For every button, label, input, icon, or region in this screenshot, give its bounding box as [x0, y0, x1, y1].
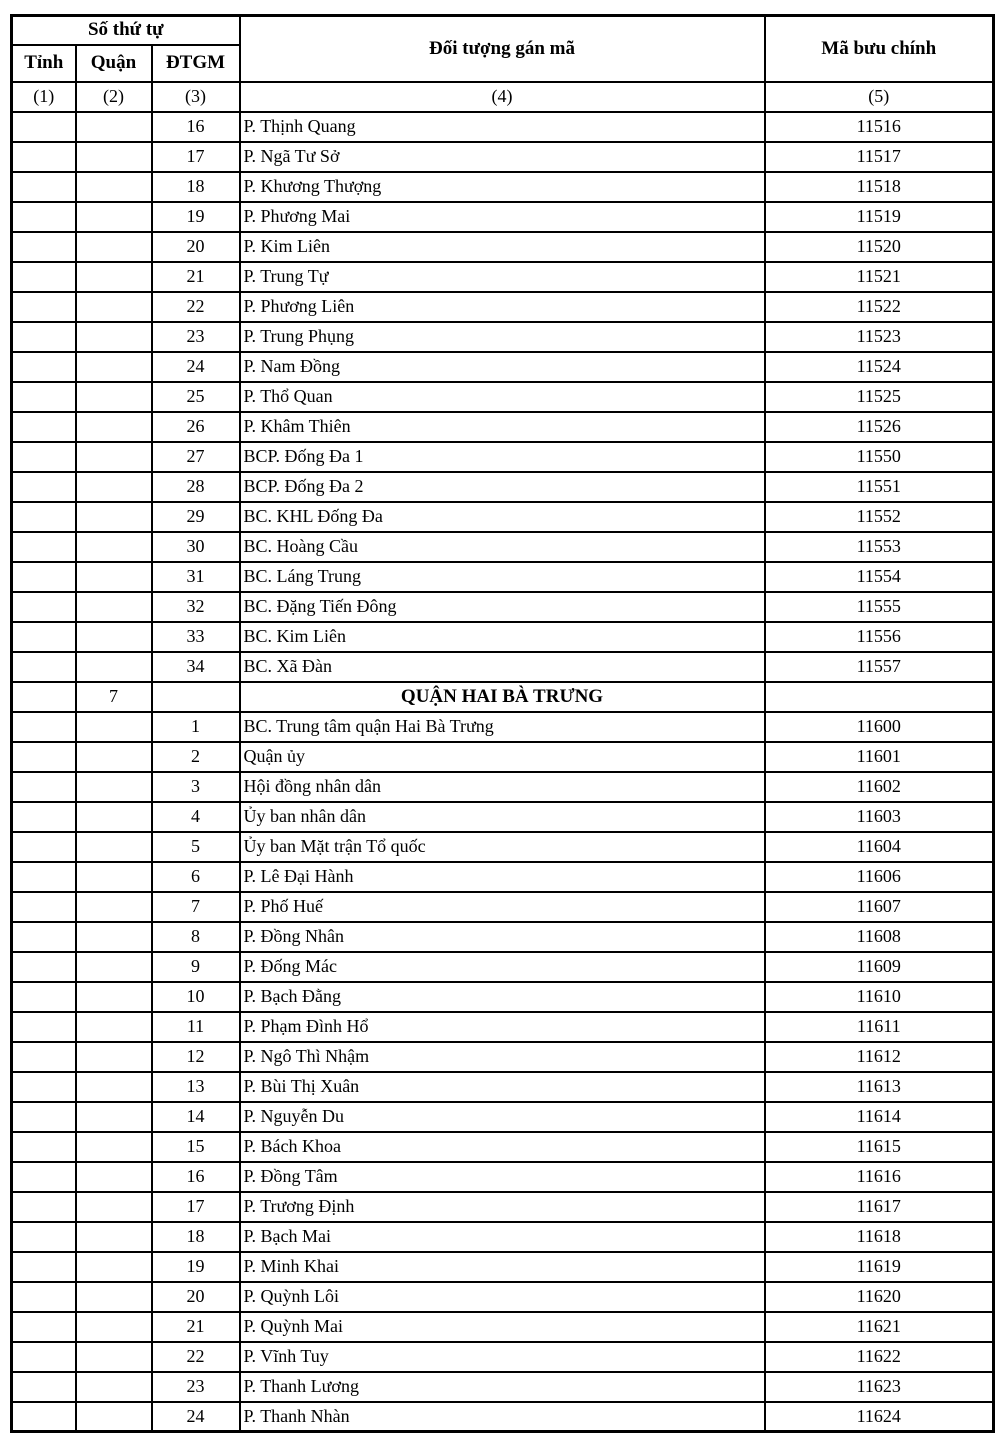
- cell-object-name: P. Quỳnh Lôi: [240, 1282, 765, 1312]
- cell-object-name: P. Kim Liên: [240, 232, 765, 262]
- cell-object-name: P. Bạch Đằng: [240, 982, 765, 1012]
- cell-district: [76, 202, 152, 232]
- column-index-1: (1): [12, 82, 76, 112]
- cell-district: [76, 892, 152, 922]
- cell-object-name: P. Lê Đại Hành: [240, 862, 765, 892]
- cell-district: [76, 592, 152, 622]
- cell-district: [76, 232, 152, 262]
- table-row: [12, 832, 994, 862]
- cell-object-name: P. Bùi Thị Xuân: [240, 1072, 765, 1102]
- cell-object-name: BC. Trung tâm quận Hai Bà Trưng: [240, 712, 765, 742]
- cell-object-name: P. Khâm Thiên: [240, 412, 765, 442]
- cell-province: [12, 592, 76, 622]
- cell-district: [76, 1252, 152, 1282]
- cell-province: [12, 712, 76, 742]
- cell-object-name: P. Ngô Thì Nhậm: [240, 1042, 765, 1072]
- cell-object-name: P. Trương Định: [240, 1192, 765, 1222]
- cell-postal-code: 11622: [765, 1342, 994, 1372]
- cell-province: [12, 1282, 76, 1312]
- cell-dtgm-number: 1: [152, 712, 240, 742]
- cell-district: [76, 712, 152, 742]
- cell-province: [12, 652, 76, 682]
- cell-postal-code: 11552: [765, 502, 994, 532]
- cell-object-name: P. Thổ Quan: [240, 382, 765, 412]
- cell-province: [12, 412, 76, 442]
- table-row: [12, 352, 994, 382]
- cell-postal-code: 11524: [765, 352, 994, 382]
- cell-dtgm-number: 18: [152, 172, 240, 202]
- cell-province: [12, 1342, 76, 1372]
- cell-postal-code: 11523: [765, 322, 994, 352]
- table-row: [12, 412, 994, 442]
- table-row: [12, 712, 994, 742]
- cell-dtgm-number: 20: [152, 232, 240, 262]
- cell-district: [76, 262, 152, 292]
- cell-dtgm-number: 9: [152, 952, 240, 982]
- cell-postal-code: 11604: [765, 832, 994, 862]
- cell-dtgm-number: 8: [152, 922, 240, 952]
- cell-district: [76, 382, 152, 412]
- cell-postal-code: 11619: [765, 1252, 994, 1282]
- cell-postal-code: 11551: [765, 472, 994, 502]
- cell-postal-code: 11518: [765, 172, 994, 202]
- cell-object-name: P. Minh Khai: [240, 1252, 765, 1282]
- cell-object-name: BC. Hoàng Cầu: [240, 532, 765, 562]
- cell-province: [12, 1222, 76, 1252]
- cell-object-name: P. Nam Đồng: [240, 352, 765, 382]
- cell-province: [12, 502, 76, 532]
- cell-province: [12, 832, 76, 862]
- cell-postal-code: 11609: [765, 952, 994, 982]
- cell-object-name: P. Thanh Nhàn: [240, 1402, 765, 1432]
- table-row: [12, 1102, 994, 1132]
- table-row: [12, 1192, 994, 1222]
- table-row: [12, 1342, 994, 1372]
- cell-object-name: P. Quỳnh Mai: [240, 1312, 765, 1342]
- cell-district: [76, 1162, 152, 1192]
- cell-dtgm-number: 25: [152, 382, 240, 412]
- cell-postal-code: 11517: [765, 142, 994, 172]
- cell-dtgm-number: 21: [152, 262, 240, 292]
- cell-province: [12, 142, 76, 172]
- table-row: [12, 1402, 994, 1432]
- cell-district: [76, 922, 152, 952]
- cell-postal-code: 11606: [765, 862, 994, 892]
- cell-dtgm-number: 18: [152, 1222, 240, 1252]
- table-row: [12, 322, 994, 352]
- cell-postal-code: 11613: [765, 1072, 994, 1102]
- cell-dtgm-number: 15: [152, 1132, 240, 1162]
- cell-dtgm-number: 33: [152, 622, 240, 652]
- cell-dtgm-number: 31: [152, 562, 240, 592]
- cell-postal-code: [765, 682, 994, 712]
- cell-province: [12, 622, 76, 652]
- cell-postal-code: 11620: [765, 1282, 994, 1312]
- cell-dtgm-number: 12: [152, 1042, 240, 1072]
- cell-district: [76, 442, 152, 472]
- cell-province: [12, 232, 76, 262]
- table-header: [12, 16, 994, 112]
- cell-object-name: P. Phạm Đình Hổ: [240, 1012, 765, 1042]
- cell-province: [12, 1072, 76, 1102]
- table-row: [12, 1282, 994, 1312]
- table-row: [12, 592, 994, 622]
- table-row: [12, 232, 994, 262]
- cell-district: [76, 1342, 152, 1372]
- table-row: [12, 1222, 994, 1252]
- cell-district: [76, 532, 152, 562]
- cell-object-name: Quận ủy: [240, 742, 765, 772]
- cell-district: [76, 412, 152, 442]
- table-body: [12, 112, 994, 1432]
- table-row: [12, 172, 994, 202]
- cell-object-name: P. Đồng Nhân: [240, 922, 765, 952]
- cell-province: [12, 1012, 76, 1042]
- cell-postal-code: 11525: [765, 382, 994, 412]
- cell-district: [76, 982, 152, 1012]
- cell-postal-code: 11612: [765, 1042, 994, 1072]
- cell-object-name: P. Phương Mai: [240, 202, 765, 232]
- cell-object-name: P. Bạch Mai: [240, 1222, 765, 1252]
- table-row: [12, 652, 994, 682]
- cell-object-name: QUẬN HAI BÀ TRƯNG: [240, 682, 765, 712]
- table-row: [12, 742, 994, 772]
- cell-province: [12, 772, 76, 802]
- cell-dtgm-number: 16: [152, 1162, 240, 1192]
- cell-dtgm-number: 19: [152, 202, 240, 232]
- cell-province: [12, 1102, 76, 1132]
- cell-province: [12, 1192, 76, 1222]
- cell-object-name: BC. Kim Liên: [240, 622, 765, 652]
- cell-object-name: P. Nguyễn Du: [240, 1102, 765, 1132]
- header-postal-code-column: Mã bưu chính: [765, 16, 994, 82]
- cell-district: [76, 562, 152, 592]
- column-index-5: (5): [765, 82, 994, 112]
- table-row: [12, 442, 994, 472]
- cell-dtgm-number: 23: [152, 322, 240, 352]
- cell-dtgm-number: 22: [152, 292, 240, 322]
- cell-object-name: P. Trung Phụng: [240, 322, 765, 352]
- cell-district: [76, 172, 152, 202]
- cell-dtgm-number: 26: [152, 412, 240, 442]
- cell-postal-code: 11621: [765, 1312, 994, 1342]
- table-row: [12, 772, 994, 802]
- table-row: [12, 142, 994, 172]
- cell-province: [12, 202, 76, 232]
- cell-district: [76, 472, 152, 502]
- cell-object-name: P. Phố Huế: [240, 892, 765, 922]
- cell-postal-code: 11617: [765, 1192, 994, 1222]
- cell-district: [76, 772, 152, 802]
- cell-dtgm-number: 6: [152, 862, 240, 892]
- cell-district: [76, 352, 152, 382]
- cell-province: [12, 892, 76, 922]
- table-row: [12, 202, 994, 232]
- cell-object-name: P. Thanh Lương: [240, 1372, 765, 1402]
- cell-district: [76, 1312, 152, 1342]
- cell-postal-code: 11603: [765, 802, 994, 832]
- column-index-2: (2): [76, 82, 152, 112]
- cell-province: [12, 352, 76, 382]
- cell-district: 7: [76, 682, 152, 712]
- cell-district: [76, 1132, 152, 1162]
- cell-object-name: BCP. Đống Đa 1: [240, 442, 765, 472]
- cell-postal-code: 11600: [765, 712, 994, 742]
- cell-district: [76, 502, 152, 532]
- cell-district: [76, 292, 152, 322]
- cell-district: [76, 142, 152, 172]
- table-row: [12, 1252, 994, 1282]
- postal-code-table: [10, 14, 995, 1433]
- cell-district: [76, 742, 152, 772]
- header-ordinal-group: Số thứ tự: [12, 16, 240, 45]
- cell-object-name: P. Đống Mác: [240, 952, 765, 982]
- cell-district: [76, 112, 152, 142]
- cell-dtgm-number: [152, 682, 240, 712]
- cell-postal-code: 11521: [765, 262, 994, 292]
- cell-district: [76, 322, 152, 352]
- cell-dtgm-number: 27: [152, 442, 240, 472]
- cell-postal-code: 11607: [765, 892, 994, 922]
- cell-dtgm-number: 19: [152, 1252, 240, 1282]
- cell-postal-code: 11520: [765, 232, 994, 262]
- cell-dtgm-number: 30: [152, 532, 240, 562]
- cell-district: [76, 1102, 152, 1132]
- cell-postal-code: 11555: [765, 592, 994, 622]
- cell-province: [12, 442, 76, 472]
- cell-dtgm-number: 4: [152, 802, 240, 832]
- cell-postal-code: 11553: [765, 532, 994, 562]
- cell-dtgm-number: 5: [152, 832, 240, 862]
- header-object-column: Đối tượng gán mã: [240, 16, 765, 82]
- cell-province: [12, 952, 76, 982]
- column-index-4: (4): [240, 82, 765, 112]
- cell-object-name: BC. Đặng Tiến Đông: [240, 592, 765, 622]
- cell-dtgm-number: 16: [152, 112, 240, 142]
- table-row: [12, 1312, 994, 1342]
- cell-district: [76, 1282, 152, 1312]
- cell-province: [12, 382, 76, 412]
- cell-dtgm-number: 23: [152, 1372, 240, 1402]
- table-row: [12, 562, 994, 592]
- table-row: [12, 532, 994, 562]
- cell-object-name: P. Bách Khoa: [240, 1132, 765, 1162]
- table-row: [12, 262, 994, 292]
- table-row: [12, 1042, 994, 1072]
- cell-postal-code: 11602: [765, 772, 994, 802]
- cell-district: [76, 1072, 152, 1102]
- cell-dtgm-number: 17: [152, 142, 240, 172]
- cell-dtgm-number: 3: [152, 772, 240, 802]
- table-row: [12, 952, 994, 982]
- cell-district: [76, 1012, 152, 1042]
- cell-province: [12, 472, 76, 502]
- cell-object-name: BC. KHL Đống Đa: [240, 502, 765, 532]
- cell-object-name: P. Trung Tự: [240, 262, 765, 292]
- cell-dtgm-number: 17: [152, 1192, 240, 1222]
- cell-dtgm-number: 2: [152, 742, 240, 772]
- cell-district: [76, 1222, 152, 1252]
- table-row: [12, 382, 994, 412]
- cell-object-name: P. Vĩnh Tuy: [240, 1342, 765, 1372]
- cell-province: [12, 1372, 76, 1402]
- table-row: [12, 862, 994, 892]
- cell-province: [12, 802, 76, 832]
- cell-postal-code: 11550: [765, 442, 994, 472]
- cell-postal-code: 11519: [765, 202, 994, 232]
- cell-postal-code: 11516: [765, 112, 994, 142]
- cell-dtgm-number: 10: [152, 982, 240, 1012]
- cell-district: [76, 622, 152, 652]
- cell-object-name: BC. Xã Đàn: [240, 652, 765, 682]
- cell-dtgm-number: 24: [152, 1402, 240, 1432]
- cell-province: [12, 1042, 76, 1072]
- header-province-column: Tỉnh: [12, 45, 76, 82]
- cell-object-name: P. Thịnh Quang: [240, 112, 765, 142]
- cell-province: [12, 172, 76, 202]
- cell-district: [76, 1372, 152, 1402]
- cell-province: [12, 862, 76, 892]
- cell-dtgm-number: 29: [152, 502, 240, 532]
- cell-province: [12, 532, 76, 562]
- cell-district: [76, 832, 152, 862]
- column-index-3: (3): [152, 82, 240, 112]
- table-row: [12, 1132, 994, 1162]
- section-header-row: [12, 682, 994, 712]
- cell-province: [12, 742, 76, 772]
- cell-dtgm-number: 34: [152, 652, 240, 682]
- cell-postal-code: 11610: [765, 982, 994, 1012]
- cell-postal-code: 11601: [765, 742, 994, 772]
- cell-province: [12, 112, 76, 142]
- cell-postal-code: 11616: [765, 1162, 994, 1192]
- cell-province: [12, 262, 76, 292]
- cell-province: [12, 292, 76, 322]
- cell-province: [12, 1132, 76, 1162]
- cell-object-name: BC. Láng Trung: [240, 562, 765, 592]
- cell-province: [12, 1162, 76, 1192]
- table-row: [12, 1372, 994, 1402]
- cell-postal-code: 11526: [765, 412, 994, 442]
- cell-province: [12, 322, 76, 352]
- cell-dtgm-number: 22: [152, 1342, 240, 1372]
- cell-dtgm-number: 20: [152, 1282, 240, 1312]
- cell-dtgm-number: 13: [152, 1072, 240, 1102]
- table-row: [12, 1072, 994, 1102]
- cell-postal-code: 11522: [765, 292, 994, 322]
- cell-dtgm-number: 21: [152, 1312, 240, 1342]
- cell-dtgm-number: 32: [152, 592, 240, 622]
- header-district-column: Quận: [76, 45, 152, 82]
- cell-dtgm-number: 28: [152, 472, 240, 502]
- cell-district: [76, 802, 152, 832]
- cell-dtgm-number: 14: [152, 1102, 240, 1132]
- table-row: [12, 982, 994, 1012]
- cell-province: [12, 1252, 76, 1282]
- cell-object-name: Ủy ban Mặt trận Tổ quốc: [240, 832, 765, 862]
- cell-postal-code: 11624: [765, 1402, 994, 1432]
- cell-dtgm-number: 7: [152, 892, 240, 922]
- cell-object-name: P. Phương Liên: [240, 292, 765, 322]
- cell-district: [76, 952, 152, 982]
- cell-object-name: P. Khương Thượng: [240, 172, 765, 202]
- cell-dtgm-number: 11: [152, 1012, 240, 1042]
- cell-province: [12, 982, 76, 1012]
- cell-province: [12, 922, 76, 952]
- table-row: [12, 1012, 994, 1042]
- table-row: [12, 1162, 994, 1192]
- cell-object-name: P. Ngã Tư Sở: [240, 142, 765, 172]
- cell-postal-code: 11618: [765, 1222, 994, 1252]
- cell-province: [12, 1402, 76, 1432]
- cell-postal-code: 11557: [765, 652, 994, 682]
- cell-district: [76, 1192, 152, 1222]
- cell-district: [76, 862, 152, 892]
- cell-postal-code: 11556: [765, 622, 994, 652]
- table-row: [12, 802, 994, 832]
- cell-postal-code: 11554: [765, 562, 994, 592]
- cell-district: [76, 1402, 152, 1432]
- cell-postal-code: 11614: [765, 1102, 994, 1132]
- cell-province: [12, 1312, 76, 1342]
- cell-object-name: P. Đồng Tâm: [240, 1162, 765, 1192]
- cell-postal-code: 11608: [765, 922, 994, 952]
- cell-object-name: Hội đồng nhân dân: [240, 772, 765, 802]
- cell-district: [76, 652, 152, 682]
- cell-postal-code: 11615: [765, 1132, 994, 1162]
- table-row: [12, 922, 994, 952]
- cell-dtgm-number: 24: [152, 352, 240, 382]
- cell-province: [12, 562, 76, 592]
- table-row: [12, 112, 994, 142]
- table-row: [12, 892, 994, 922]
- table-row: [12, 622, 994, 652]
- cell-postal-code: 11611: [765, 1012, 994, 1042]
- cell-postal-code: 11623: [765, 1372, 994, 1402]
- cell-object-name: BCP. Đống Đa 2: [240, 472, 765, 502]
- cell-province: [12, 682, 76, 712]
- cell-district: [76, 1042, 152, 1072]
- table-row: [12, 472, 994, 502]
- cell-object-name: Ủy ban nhân dân: [240, 802, 765, 832]
- table-row: [12, 292, 994, 322]
- table-row: [12, 502, 994, 532]
- header-dtgm-column: ĐTGM: [152, 45, 240, 82]
